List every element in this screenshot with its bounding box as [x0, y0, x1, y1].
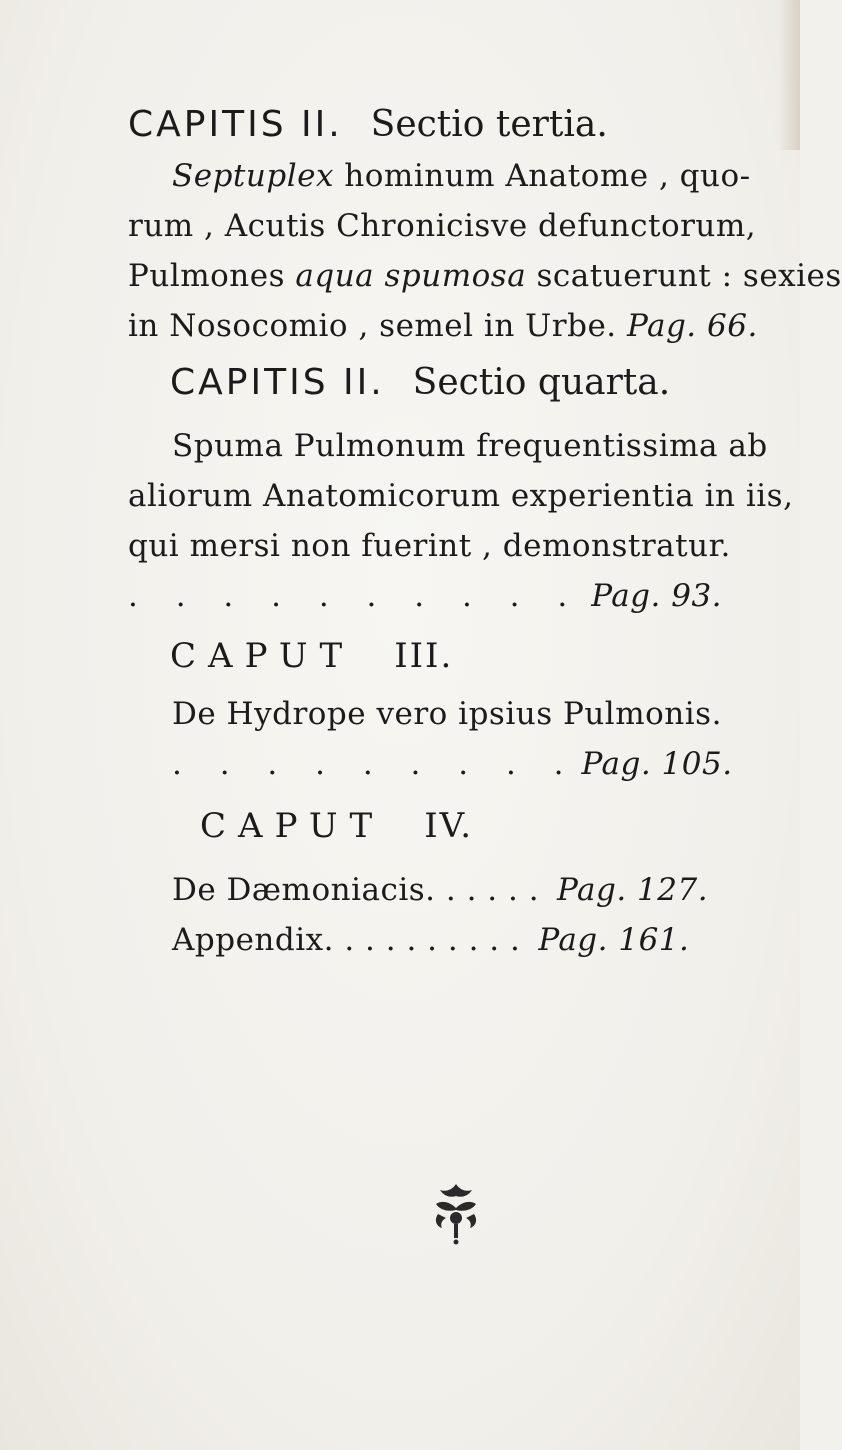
section4-dots: . . . . . . . . . .	[128, 578, 582, 614]
caput3-dots: . . . . . . . . .	[172, 746, 578, 782]
section3-line2: rum , Acutis Chronicisve defunctorum,	[128, 208, 757, 244]
caput4-entry1	[172, 872, 708, 908]
section4-line3: qui mersi non fuerint , demonstratur.	[128, 528, 731, 564]
caput3-heading	[170, 636, 453, 676]
caput3-numeral: III.	[394, 636, 454, 676]
caput4-entry1-page: Pag. 127.	[557, 872, 709, 908]
section4-heading-caput: CAPITIS II.	[170, 362, 385, 403]
section3-line4-start: in Nosocomio , semel in Urbe.	[128, 308, 627, 344]
section3-line1-rest: hominum Anatome , quo-	[333, 158, 751, 194]
caput4-entry1-text: De Dæmoniacis. . . . . .	[172, 872, 540, 908]
section3-line3-end: scatuerunt : sexies	[526, 258, 842, 294]
caput4-entry2-text: Appendix. . . . . . . . . .	[172, 922, 521, 958]
caput3-heading-word: CAPUT	[170, 636, 355, 676]
section3-line3	[128, 258, 842, 294]
caput4-heading-word: CAPUT	[200, 806, 385, 846]
caput3-line2	[172, 746, 733, 782]
section4-page-label: Pag. 93.	[591, 578, 723, 614]
caput4-numeral: IV.	[424, 806, 474, 846]
caput4-entry2	[172, 922, 689, 958]
section3-heading-sectio: Sectio tertia.	[370, 104, 608, 145]
section3-line3-italic: aqua spumosa	[295, 258, 527, 294]
caput3-page-label: Pag. 105.	[581, 746, 733, 782]
section3-line4	[128, 308, 758, 344]
section4-line2: aliorum Anatomicorum experientia in iis,	[128, 478, 794, 514]
section4-heading-sectio: Sectio quarta.	[412, 362, 671, 403]
caput4-entry2-page: Pag. 161.	[538, 922, 690, 958]
section3-heading-caput: CAPITIS II.	[128, 104, 343, 145]
section4-line4	[128, 578, 722, 614]
section3-line1	[172, 158, 751, 194]
section3-heading	[128, 104, 608, 145]
caput4-heading	[200, 806, 473, 846]
section4-heading	[170, 362, 670, 403]
caput3-line1: De Hydrope vero ipsius Pulmonis.	[172, 696, 722, 732]
page-edge-shadow	[778, 0, 800, 150]
section3-lead-italic: Septuplex	[172, 158, 334, 194]
section3-page-label: Pag. 66.	[627, 308, 758, 344]
section3-line3-start: Pulmones	[128, 258, 296, 294]
floral-tailpiece-icon	[428, 1180, 484, 1246]
section4-line1: Spuma Pulmonum frequentissima ab	[172, 428, 768, 464]
